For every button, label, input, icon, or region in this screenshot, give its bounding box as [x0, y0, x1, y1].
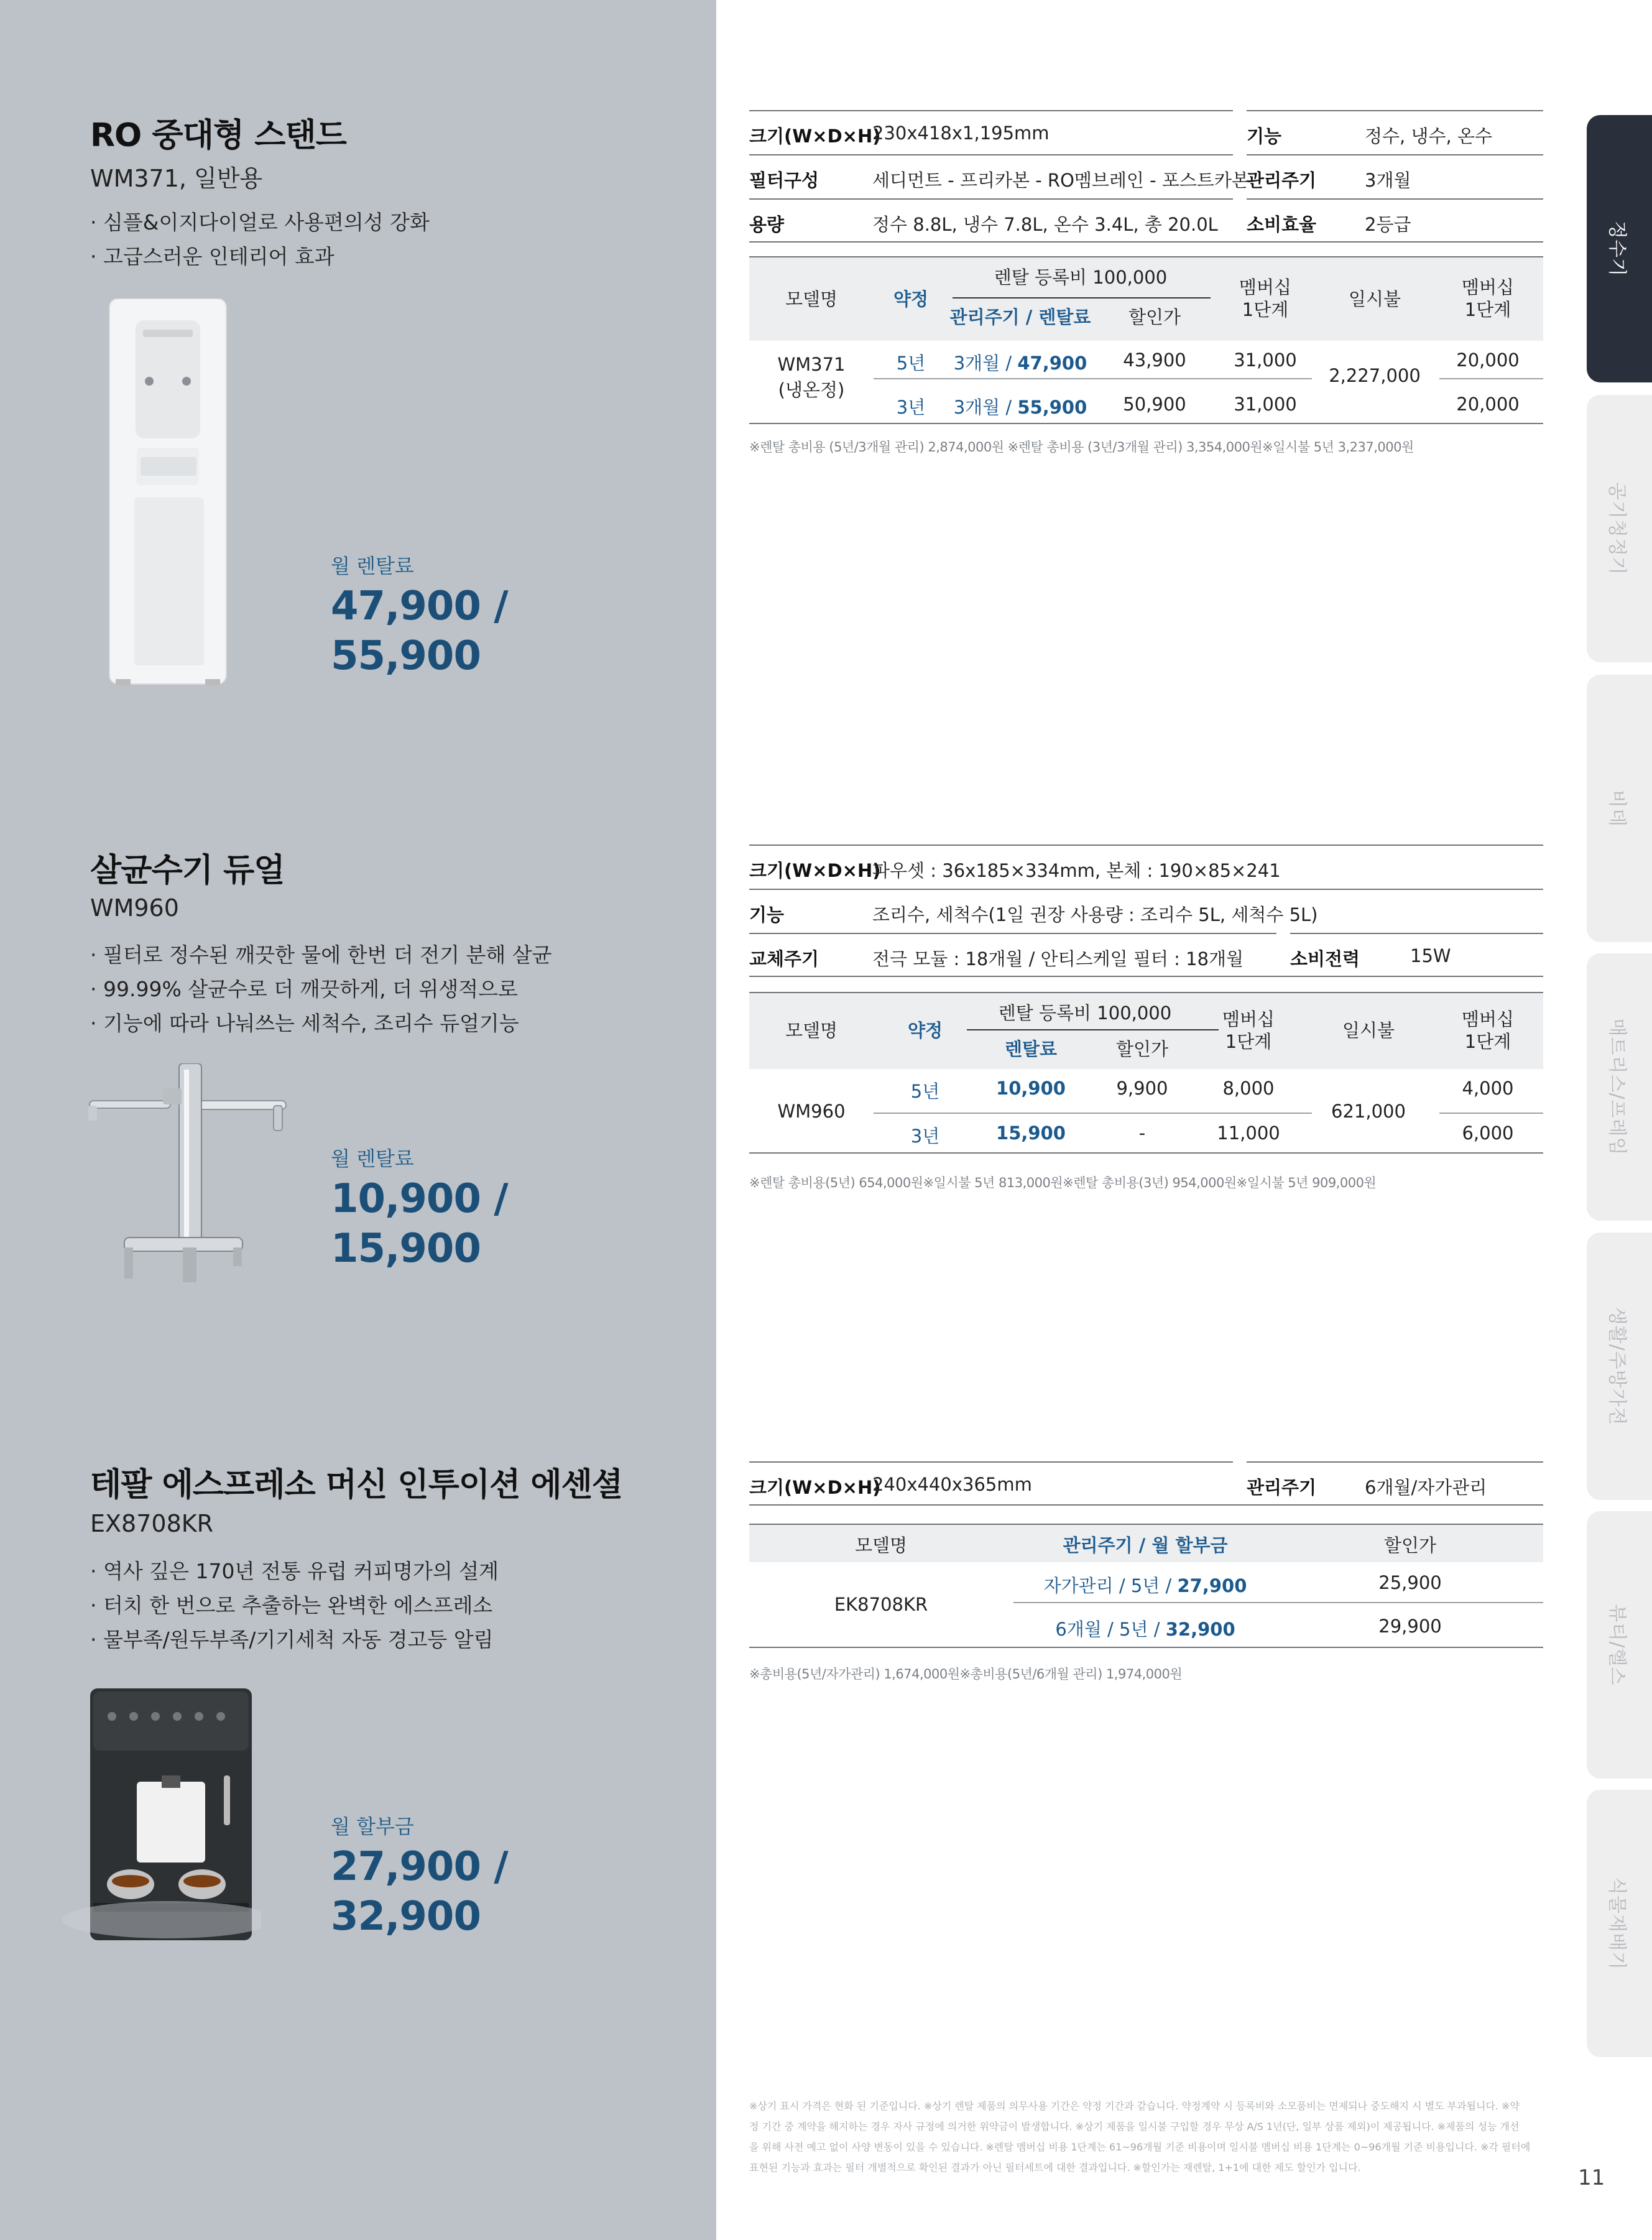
- header-membership: 멤버십: [1461, 1009, 1515, 1030]
- membership-price: 20,000: [1456, 349, 1520, 371]
- cycle-installment: 6개월 / 5년 / 32,900: [1055, 1619, 1235, 1640]
- model-name: WM371: [777, 354, 846, 375]
- discount-price: 50,900: [1123, 394, 1186, 415]
- tab-label: 뷰티/헬스: [1606, 1604, 1628, 1686]
- spec-key: 소비효율: [1247, 214, 1317, 235]
- lump-sum-value: 2,227,000: [1329, 365, 1421, 386]
- spec-key: 크기(W×D×H): [749, 126, 881, 147]
- spec-value: 파우셋 : 36x185×334mm, 본체 : 190×85×241: [872, 860, 1281, 881]
- membership-price: 20,000: [1456, 394, 1520, 415]
- pricing-table: [749, 1524, 1543, 1651]
- header-discount: 할인가: [1115, 1039, 1169, 1060]
- model-name: WM960: [777, 1101, 846, 1122]
- spec-key: 관리주기: [1247, 1477, 1317, 1498]
- spec-row: [749, 933, 1543, 977]
- tab-kitchen[interactable]: [1587, 1233, 1652, 1500]
- header-membership: 멤버십: [1461, 277, 1515, 298]
- price-secondary: 55,900: [331, 633, 481, 679]
- header-fee: 렌탈료: [1004, 1039, 1058, 1060]
- faucet-image: [87, 1063, 292, 1284]
- price-label: 월 할부금: [331, 1815, 414, 1838]
- disclaimer-line: 정 기간 중 계약을 해지하는 경우 자사 규정에 의거한 위약금이 발생합니다. ※상기 제품을 일시불 구입할 경우 무상 A/S 1년(단, 일부 상품 제외)이 제공됩니다. ※제품의 성능 개선: [749, 2121, 1520, 2132]
- spec-value: 정수, 냉수, 온수: [1365, 126, 1492, 147]
- lump-sum-value: 621,000: [1331, 1101, 1406, 1122]
- spec-value: 15W: [1410, 945, 1451, 966]
- header-lump-sum: 일시불: [1342, 1020, 1395, 1041]
- header-contract: 약정: [893, 289, 929, 310]
- spec-key: 관리주기: [1247, 170, 1317, 191]
- header-membership: 멤버십: [1222, 1009, 1275, 1030]
- header-lump-sum: 일시불: [1348, 289, 1401, 310]
- tab-label: 비데: [1606, 790, 1628, 827]
- tab-plant[interactable]: [1587, 1790, 1652, 2057]
- header-cycle-fee: 관리주기 / 렌탈료: [949, 307, 1091, 328]
- cycle-installment: 자가관리 / 5년 / 27,900: [1043, 1575, 1247, 1596]
- spec-row: [749, 110, 1543, 154]
- spec-key: 용량: [749, 214, 785, 235]
- spec-row: [749, 1461, 1543, 1506]
- spec-key: 기능: [749, 904, 785, 925]
- spec-key: 소비전력: [1290, 948, 1360, 970]
- spec-value: 2등급: [1365, 214, 1411, 235]
- price-secondary: 32,900: [331, 1894, 481, 1940]
- header-membership-tier: 1단계: [1225, 1031, 1272, 1052]
- discount-price: -: [1138, 1122, 1146, 1144]
- disclaimer: [749, 2096, 1545, 2178]
- feature-item: · 심플&이지다이얼로 사용편의성 강화: [90, 210, 430, 234]
- spec-row: [749, 198, 1543, 243]
- feature-item: · 물부족/원두부족/기기세척 자동 경고등 알림: [90, 1627, 494, 1652]
- rental-fee: 15,900: [996, 1122, 1066, 1144]
- spec-value: 240x440x365mm: [872, 1474, 1032, 1495]
- disclaimer-line: 표현된 기능과 효과는 필터 개별적으로 확인된 결과가 아닌 필터세트에 대한 결과입니다. ※할인가는 재렌탈, 1+1에 대한 제도 할인가 입니다.: [749, 2162, 1361, 2173]
- tab-label: 정수기: [1606, 221, 1628, 277]
- membership-price: 6,000: [1462, 1122, 1514, 1144]
- price-primary: 27,900 /: [331, 1844, 508, 1890]
- feature-item: · 터치 한 번으로 추출하는 완벽한 에스프레소: [90, 1593, 493, 1618]
- rental-fee: 10,900: [996, 1078, 1066, 1099]
- model-variant: (냉온정): [778, 379, 845, 400]
- price-secondary: 15,900: [331, 1226, 481, 1272]
- contract-years: 5년: [896, 353, 926, 374]
- tab-label: 식물재배기: [1606, 1877, 1628, 1970]
- price-note: ※렌탈 총비용 (5년/3개월 관리) 2,874,000원 ※렌탈 총비용 (3년/3개월 관리) 3,354,000원※일시불 5년 3,237,000원: [749, 440, 1414, 455]
- feature-item: · 99.99% 살균수로 더 깨끗하게, 더 위생적으로: [90, 977, 518, 1001]
- model-name: EK8708KR: [834, 1594, 928, 1615]
- cycle-fee: 3개월 / 55,900: [953, 397, 1087, 418]
- product-model: WM371, 일반용: [90, 165, 263, 192]
- tab-air-purifier[interactable]: [1587, 395, 1652, 662]
- feature-item: · 필터로 정수된 깨끗한 물에 한번 더 전기 분해 살균: [90, 943, 552, 967]
- product-title: 살균수기 듀얼: [90, 852, 285, 889]
- disclaimer-line: ※상기 표시 가격은 현화 된 기준입니다. ※상기 렌탈 제품의 의무사용 기간은 약정 기간과 같습니다. 약정계약 시 등록비와 소모품비는 면제되나 중도해지 시 별도 부과됩니다. ※약: [749, 2100, 1520, 2112]
- header-model: 모델명: [785, 289, 838, 310]
- spec-row: [749, 889, 1543, 933]
- price-primary: 10,900 /: [331, 1176, 508, 1222]
- product-model: WM960: [90, 894, 179, 922]
- spec-key: 교체주기: [749, 948, 819, 970]
- tab-label: 생활/주방가전: [1606, 1307, 1628, 1426]
- price-note: ※렌탈 총비용(5년) 654,000원※일시불 5년 813,000원※렌탈 총비용(3년) 954,000원※일시불 5년 909,000원: [749, 1175, 1377, 1190]
- spec-row: [749, 154, 1543, 198]
- spec-key: 크기(W×D×H): [749, 1477, 881, 1498]
- header-rental-reg: 렌탈 등록비 100,000: [994, 267, 1168, 288]
- discount-price: 29,900: [1378, 1616, 1442, 1637]
- spec-row: [749, 845, 1543, 889]
- feature-list: [90, 205, 430, 274]
- spec-value: 230x418x1,195mm: [872, 123, 1050, 144]
- contract-years: 5년: [910, 1081, 940, 1102]
- product-title: 테팔 에스프레소 머신 인투이션 에센셜: [90, 1466, 623, 1504]
- feature-item: · 역사 깊은 170년 전통 유럽 커피명가의 설계: [90, 1559, 499, 1583]
- disclaimer-line: 을 위해 사전 예고 없이 사양 변동이 있을 수 있습니다. ※렌탈 멤버십 비용 1단계는 61~96개월 기준 비용이며 일시불 멤버십 비용 1단계는 0~96개월 기준 비용입니다. ※각 필터에: [749, 2141, 1531, 2153]
- header-membership: 멤버십: [1239, 277, 1292, 298]
- page-number: 11: [1578, 2165, 1605, 2190]
- price-label: 월 렌탈료: [331, 1147, 414, 1170]
- tab-label: 공기청정기: [1606, 482, 1628, 575]
- spec-value: 세디먼트 - 프리카본 - RO멤브레인 - 포스트카본: [872, 170, 1249, 191]
- header-contract: 약정: [907, 1020, 943, 1041]
- spec-table: [749, 110, 1543, 243]
- header-membership-tier: 1단계: [1464, 299, 1511, 320]
- spec-value: 정수 8.8L, 냉수 7.8L, 온수 3.4L, 총 20.0L: [872, 214, 1218, 235]
- feature-item: · 기능에 따라 나눠쓰는 세척수, 조리수 듀얼기능: [90, 1011, 519, 1035]
- spec-table: [749, 1461, 1543, 1506]
- discount-price: 25,900: [1378, 1572, 1442, 1593]
- discount-price: 9,900: [1116, 1078, 1168, 1099]
- contract-years: 3년: [896, 397, 926, 418]
- tab-beauty[interactable]: [1587, 1511, 1652, 1779]
- price-label: 월 렌탈료: [331, 554, 414, 578]
- contract-years: 3년: [910, 1126, 940, 1147]
- header-rental-reg: 렌탈 등록비 100,000: [998, 1002, 1172, 1024]
- membership-price: 8,000: [1222, 1078, 1275, 1099]
- discount-price: 43,900: [1123, 349, 1186, 371]
- spec-key: 기능: [1247, 126, 1282, 147]
- tab-water-purifier[interactable]: [1587, 115, 1652, 382]
- price-primary: 47,900 /: [331, 583, 508, 629]
- spec-value: 6개월/자가관리: [1365, 1477, 1487, 1498]
- spec-key: 필터구성: [749, 170, 819, 191]
- header-model: 모델명: [854, 1535, 908, 1556]
- product-title: RO 중대형 스탠드: [90, 117, 346, 154]
- pricing-table: [749, 992, 1543, 1161]
- cycle-fee: 3개월 / 47,900: [953, 353, 1087, 374]
- product-model: EX8708KR: [90, 1510, 214, 1537]
- spec-value: 전극 모듈 : 18개월 / 안티스케일 필터 : 18개월: [872, 948, 1244, 970]
- header-membership-tier: 1단계: [1464, 1031, 1511, 1052]
- header-membership-tier: 1단계: [1242, 299, 1289, 320]
- header-model: 모델명: [785, 1020, 838, 1041]
- spec-value: 3개월: [1365, 170, 1411, 191]
- feature-list: [90, 938, 551, 1040]
- membership-price: 11,000: [1217, 1122, 1280, 1144]
- feature-list: [90, 1554, 499, 1657]
- spec-value: 조리수, 세척수(1일 권장 사용량 : 조리수 5L, 세척수 5L): [872, 904, 1318, 925]
- tab-bidet[interactable]: [1587, 675, 1652, 942]
- header-discount: 할인가: [1383, 1535, 1437, 1556]
- membership-price: 31,000: [1234, 349, 1297, 371]
- espresso-machine-image: [37, 1688, 261, 1943]
- feature-item: · 고급스러운 인테리어 효과: [90, 244, 335, 269]
- spec-table: [749, 845, 1543, 977]
- spec-key: 크기(W×D×H): [749, 860, 881, 881]
- tab-label: 매트리스/프레임: [1606, 1018, 1628, 1156]
- tab-mattress[interactable]: [1587, 953, 1652, 1221]
- header-cycle-installment: 관리주기 / 월 할부금: [1063, 1535, 1228, 1556]
- price-note: ※총비용(5년/자가관리) 1,674,000원※총비용(5년/6개월 관리) 1,974,000원: [749, 1667, 1183, 1682]
- membership-price: 31,000: [1234, 394, 1297, 415]
- water-purifier-image: [106, 299, 230, 687]
- membership-price: 4,000: [1462, 1078, 1514, 1099]
- pricing-table: [749, 256, 1543, 424]
- header-discount: 할인가: [1128, 307, 1181, 328]
